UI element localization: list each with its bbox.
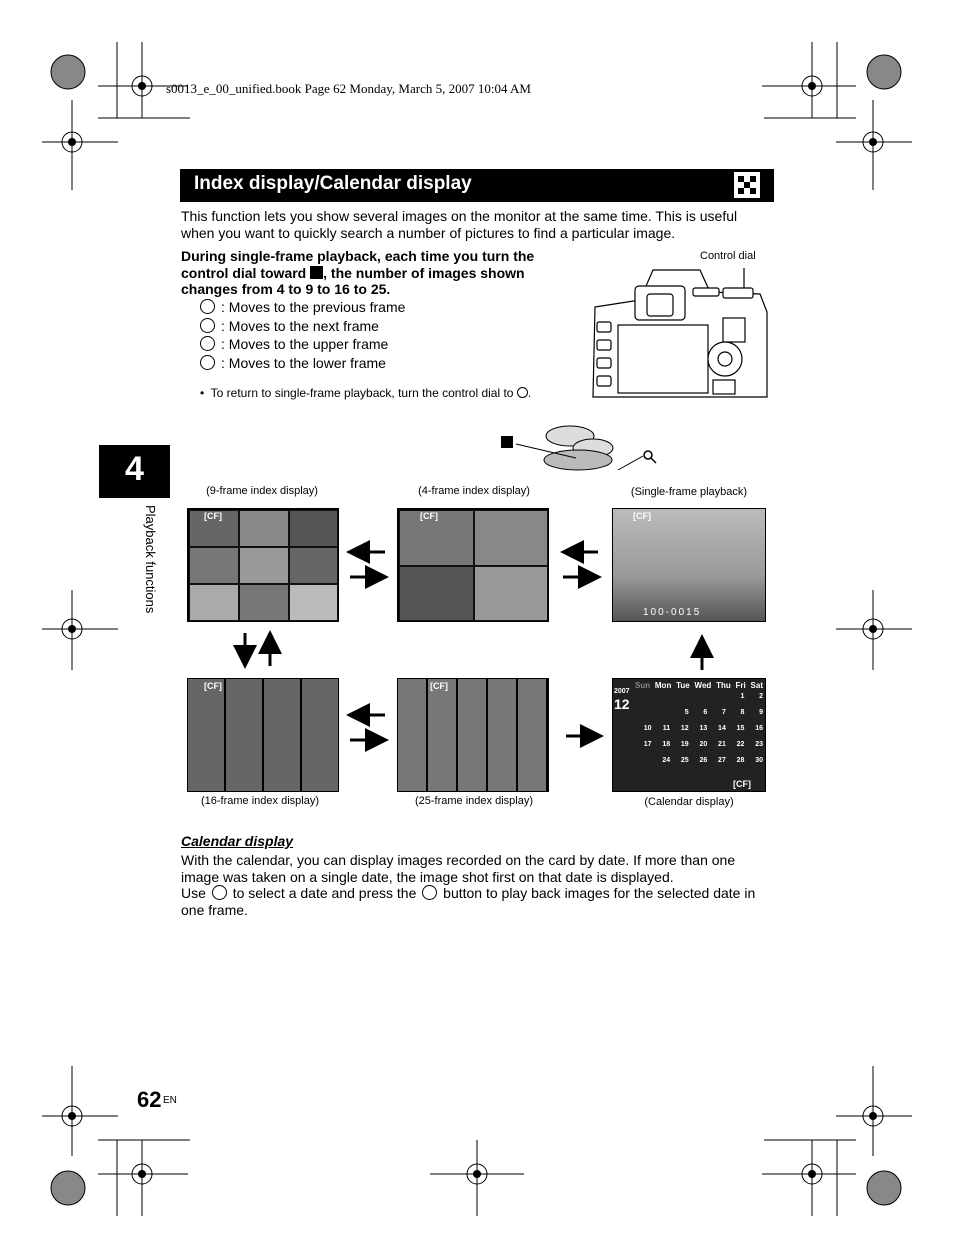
chapter-tab [99, 445, 170, 498]
moves-list [200, 299, 560, 373]
list-item: : Moves to the lower frame [200, 355, 560, 374]
instruction-text [181, 248, 561, 298]
screen-16-frame [187, 678, 339, 792]
chapter-label: Playback functions [143, 505, 158, 614]
list-item: : Moves to the upper frame [200, 336, 560, 355]
control-dial-label: Control dial [700, 250, 756, 262]
calendar-text: With the calendar, you can display images recorded on the card by date. If more than one image was taken on a single date, the image shot first on that date is displayed. [181, 852, 736, 885]
caption-single-frame: (Single-frame playback) [630, 486, 748, 498]
caption-calendar: (Calendar display) [644, 796, 734, 808]
left-arrow-icon [200, 299, 215, 314]
index-grid-icon [310, 266, 323, 279]
return-note: • To return to single-frame playback, turn the control dial to . [200, 386, 532, 400]
calendar-day-header: Sun Mon Tue Wed Thu Fri Sat [635, 681, 763, 690]
page-lang: EN [163, 1095, 177, 1106]
list-item: : Moves to the previous frame [200, 299, 560, 318]
instruction-part2: , the number of images shown changes from 4 to 9 to 16 to 25. [181, 264, 525, 297]
arrow-pad-icon [212, 885, 227, 900]
right-arrow-icon [200, 318, 215, 333]
ok-button-icon [422, 885, 437, 900]
section-header [180, 169, 774, 202]
mode-dial-illustration [498, 418, 663, 478]
calendar-use-text: Use to select a date and press the button to play back images for the selected date in one frame. [181, 885, 756, 918]
up-arrow-icon [200, 336, 215, 351]
index-grid-icon [734, 172, 760, 198]
book-header: s0013_e_00_unified.book Page 62 Monday, March 5, 2007 10:04 AM [166, 81, 531, 96]
calendar-month: 12 [614, 696, 630, 712]
calendar-year: 2007 [614, 688, 630, 695]
magnifier-icon [517, 387, 528, 398]
caption-25-frame: (25-frame index display) [415, 795, 533, 807]
chapter-number: 4 [125, 450, 144, 488]
card-label: [CF] [420, 511, 438, 521]
card-label: [CF] [633, 511, 651, 521]
card-label: [CF] [204, 681, 222, 691]
card-label: [CF] [430, 681, 448, 691]
screen-25-frame [397, 678, 549, 792]
page-number: 62 [137, 1087, 162, 1112]
section-title: Index display/Calendar display [194, 173, 472, 194]
instruction-part1: During single-frame playback, each time you turn the control dial toward [181, 248, 535, 281]
intro-text: This function lets you show several images on the monitor at the same time. This is useful when you want to quickly search a number of pictures to find a particular image. [181, 208, 738, 241]
caption-4-frame: (4-frame index display) [418, 485, 530, 497]
card-label: [CF] [733, 779, 751, 789]
caption-16-frame: (16-frame index display) [201, 795, 319, 807]
calendar-grid: 1 2 5 6 7 8 9 10 11 12 13 14 15 16 17 18 19 20 21 22 23 24 25 26 27 28 30 [643, 693, 763, 764]
caption-9-frame: (9-frame index display) [206, 485, 318, 497]
calendar-heading: Calendar display [181, 833, 294, 849]
camera-back-illustration [585, 262, 773, 402]
frame-counter: 100-0015 [643, 607, 702, 618]
list-item: : Moves to the next frame [200, 318, 560, 337]
down-arrow-icon [200, 355, 215, 370]
screen-calendar [612, 678, 766, 792]
card-label: [CF] [204, 511, 222, 521]
